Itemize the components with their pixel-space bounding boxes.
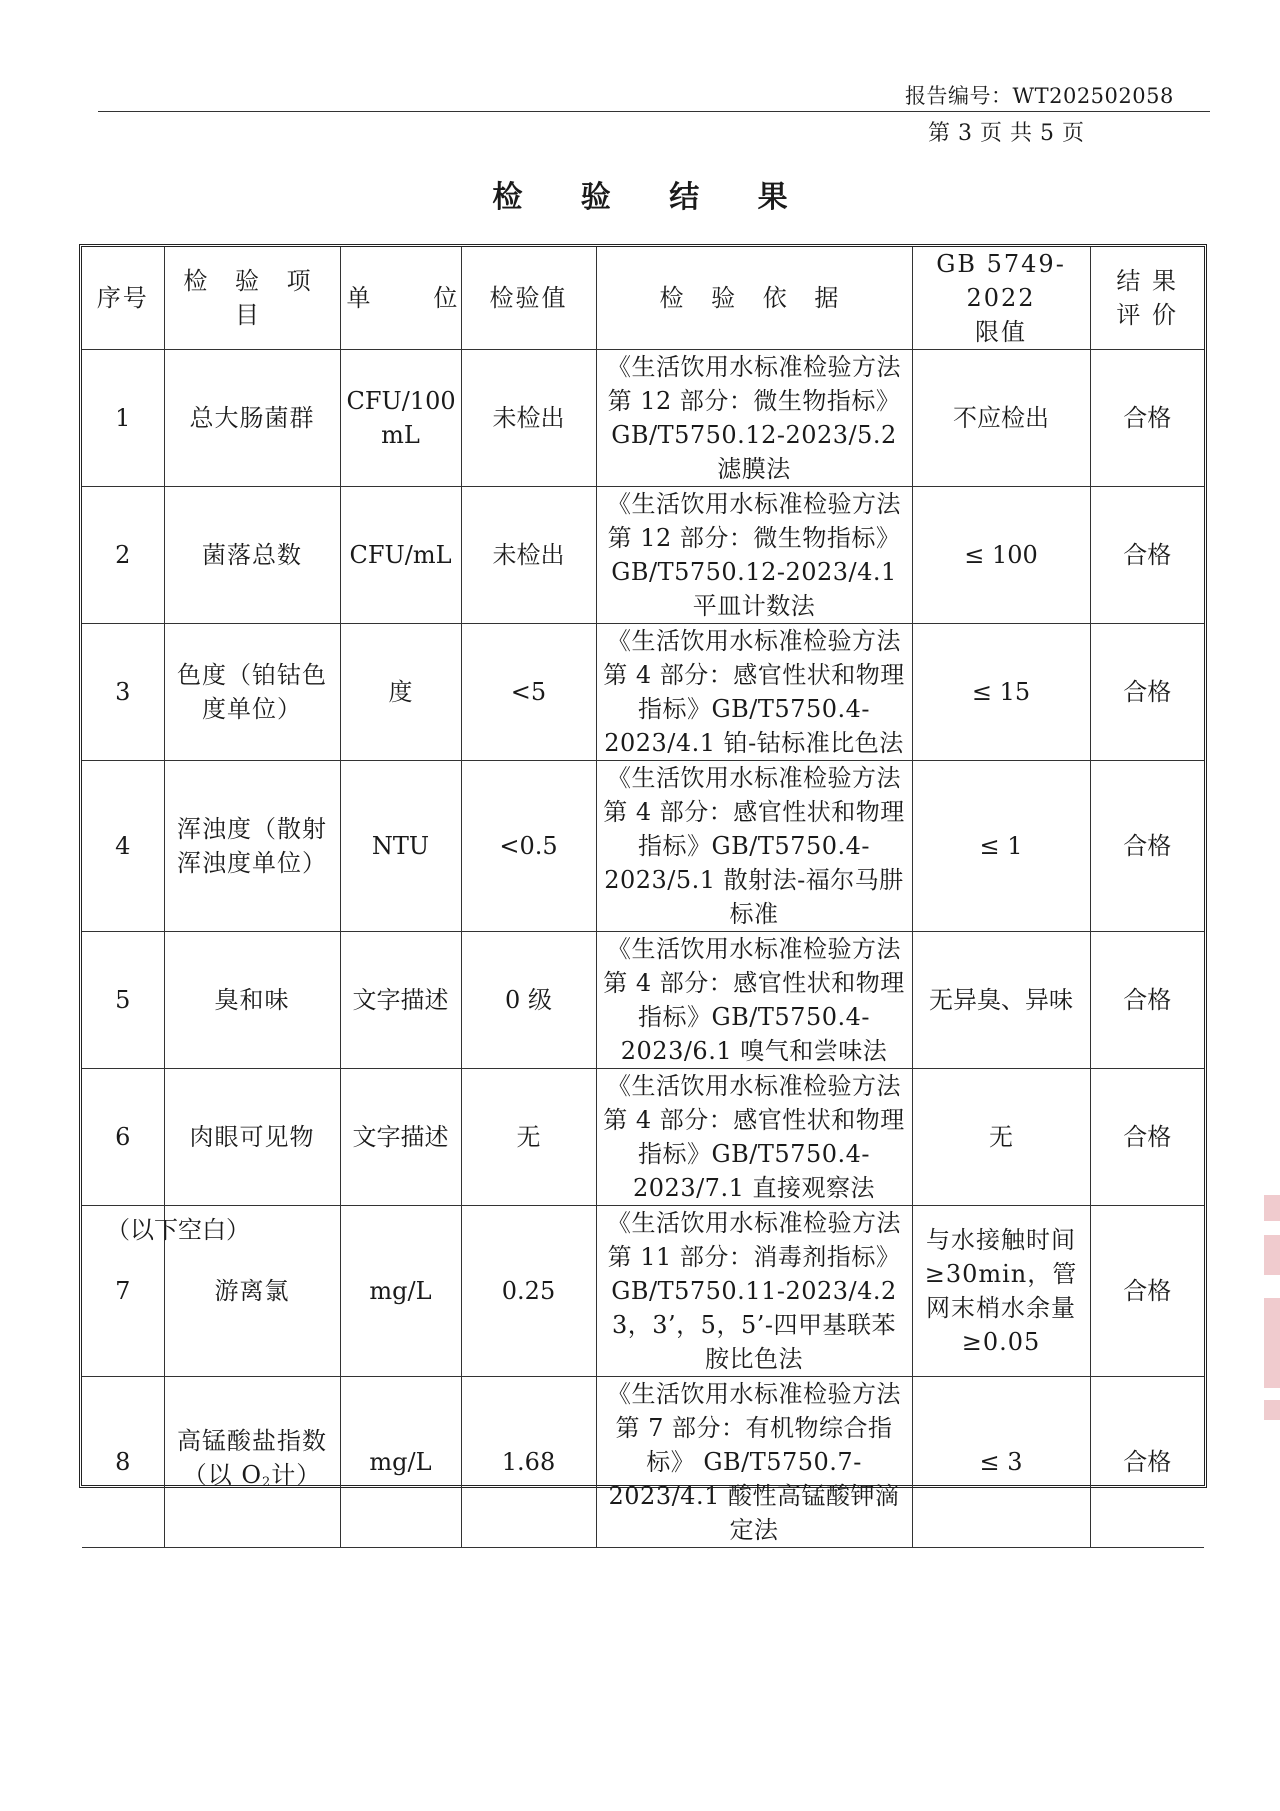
table-row xyxy=(82,624,1204,761)
results-table xyxy=(82,247,1204,1548)
table-row xyxy=(82,932,1204,1069)
row-seq: 4 xyxy=(82,761,164,932)
header-limit-label: 限值 xyxy=(975,318,1027,346)
table-row xyxy=(82,1069,1204,1206)
document-title: 检 验 结 果 xyxy=(492,180,812,215)
header-limit xyxy=(912,247,1090,350)
row-unit: 度 xyxy=(340,624,461,761)
header-limit-standard: GB 5749-2022 xyxy=(936,250,1066,312)
row-unit: NTU xyxy=(340,761,461,932)
row-limit: 与水接触时间≥30min，管网末梢水余量≥0.05 xyxy=(912,1206,1090,1377)
row-basis: 《生活饮用水标准检验方法 第 7 部分：有机物综合指标》 GB/T5750.7-2023/4.1 酸性高锰酸钾滴定法 xyxy=(596,1377,912,1548)
seal-edge-mark xyxy=(1264,1235,1280,1275)
row-result: 合格 xyxy=(1090,761,1204,932)
row-item: 浑浊度（散射浑浊度单位） xyxy=(164,761,340,932)
row-seq: 1 xyxy=(82,350,164,487)
row-limit: ≤ 1 xyxy=(912,761,1090,932)
header-unit: 单 位 xyxy=(340,247,461,350)
table-header-row xyxy=(82,247,1204,350)
table-row xyxy=(82,350,1204,487)
table-row xyxy=(82,487,1204,624)
row-basis: 《生活饮用水标准检验方法 第 12 部分：微生物指标》GB/T5750.12-2023/4.1 平皿计数法 xyxy=(596,487,912,624)
page-indicator: 第 3 页 共 5 页 xyxy=(928,121,1085,146)
row-unit: CFU/100 mL xyxy=(340,350,461,487)
row-unit: CFU/mL xyxy=(340,487,461,624)
row-limit: 无 xyxy=(912,1069,1090,1206)
header-value: 检验值 xyxy=(461,247,596,350)
row-result: 合格 xyxy=(1090,350,1204,487)
header-result-line2: 评 价 xyxy=(1116,301,1179,329)
row-item: 色度（铂钴色度单位） xyxy=(164,624,340,761)
row-item: 菌落总数 xyxy=(164,487,340,624)
row-limit: ≤ 100 xyxy=(912,487,1090,624)
header-item: 检 验 项 目 xyxy=(164,247,340,350)
header-result xyxy=(1090,247,1204,350)
row-basis: 《生活饮用水标准检验方法 第 12 部分：微生物指标》GB/T5750.12-2023/5.2 滤膜法 xyxy=(596,350,912,487)
row-value: 0 级 xyxy=(461,932,596,1069)
seal-edge-mark xyxy=(1264,1195,1280,1221)
row-result: 合格 xyxy=(1090,1377,1204,1548)
row-seq: 5 xyxy=(82,932,164,1069)
row-limit: ≤ 3 xyxy=(912,1377,1090,1548)
row-basis: 《生活饮用水标准检验方法 第 4 部分：感官性状和物理指标》GB/T5750.4-2023/7.1 直接观察法 xyxy=(596,1069,912,1206)
row-basis: 《生活饮用水标准检验方法 第 4 部分：感官性状和物理指标》GB/T5750.4-2023/5.1 散射法-福尔马肼标准 xyxy=(596,761,912,932)
row-result: 合格 xyxy=(1090,1206,1204,1377)
row-limit: ≤ 15 xyxy=(912,624,1090,761)
row-unit: mg/L xyxy=(340,1377,461,1548)
row-unit: 文字描述 xyxy=(340,932,461,1069)
row-value: 1.68 xyxy=(461,1377,596,1548)
row-basis: 《生活饮用水标准检验方法 第 4 部分：感官性状和物理指标》GB/T5750.4-2023/6.1 嗅气和尝味法 xyxy=(596,932,912,1069)
row-basis: 《生活饮用水标准检验方法 第 4 部分：感官性状和物理指标》GB/T5750.4-2023/4.1 铂-钴标准比色法 xyxy=(596,624,912,761)
row-result: 合格 xyxy=(1090,932,1204,1069)
row-item xyxy=(164,1377,340,1548)
row-seq: 7 xyxy=(82,1206,164,1377)
table-row xyxy=(82,1206,1204,1377)
row-seq: 8 xyxy=(82,1377,164,1548)
seal-edge-mark xyxy=(1264,1298,1280,1388)
row-unit: mg/L xyxy=(340,1206,461,1377)
header-basis: 检 验 依 据 xyxy=(596,247,912,350)
row-result: 合格 xyxy=(1090,487,1204,624)
row-value: <0.5 xyxy=(461,761,596,932)
row-result: 合格 xyxy=(1090,624,1204,761)
row-item-name: 高锰酸盐指数 xyxy=(177,1427,327,1455)
row-item: 总大肠菌群 xyxy=(164,350,340,487)
header-rule xyxy=(98,111,1210,112)
row-item: 臭和味 xyxy=(164,932,340,1069)
row-limit: 无异臭、异味 xyxy=(912,932,1090,1069)
row-basis: 《生活饮用水标准检验方法 第 11 部分：消毒剂指标》GB/T5750.11-2023/4.2 3，3’，5，5’-四甲基联苯胺比色法 xyxy=(596,1206,912,1377)
blank-below-note: （以下空白） xyxy=(106,1216,250,1244)
row-limit: 不应检出 xyxy=(912,350,1090,487)
row-unit: 文字描述 xyxy=(340,1069,461,1206)
row-seq: 2 xyxy=(82,487,164,624)
report-number: 报告编号：WT202502058 xyxy=(905,84,1174,108)
table-row xyxy=(82,761,1204,932)
row-value: 未检出 xyxy=(461,350,596,487)
row-value: <5 xyxy=(461,624,596,761)
row-item-qualifier: （以 $O_2$计） xyxy=(182,1461,322,1490)
header-result-line1: 结 果 xyxy=(1116,267,1179,295)
table-row xyxy=(82,1377,1204,1548)
row-seq: 3 xyxy=(82,624,164,761)
row-item: 肉眼可见物 xyxy=(164,1069,340,1206)
row-result: 合格 xyxy=(1090,1069,1204,1206)
header-seq: 序号 xyxy=(82,247,164,350)
row-value: 未检出 xyxy=(461,487,596,624)
row-value: 0.25 xyxy=(461,1206,596,1377)
results-table-frame xyxy=(79,244,1207,1544)
row-seq: 6 xyxy=(82,1069,164,1206)
row-item: 游离氯 xyxy=(164,1206,340,1377)
seal-edge-mark xyxy=(1264,1400,1280,1420)
row-value: 无 xyxy=(461,1069,596,1206)
